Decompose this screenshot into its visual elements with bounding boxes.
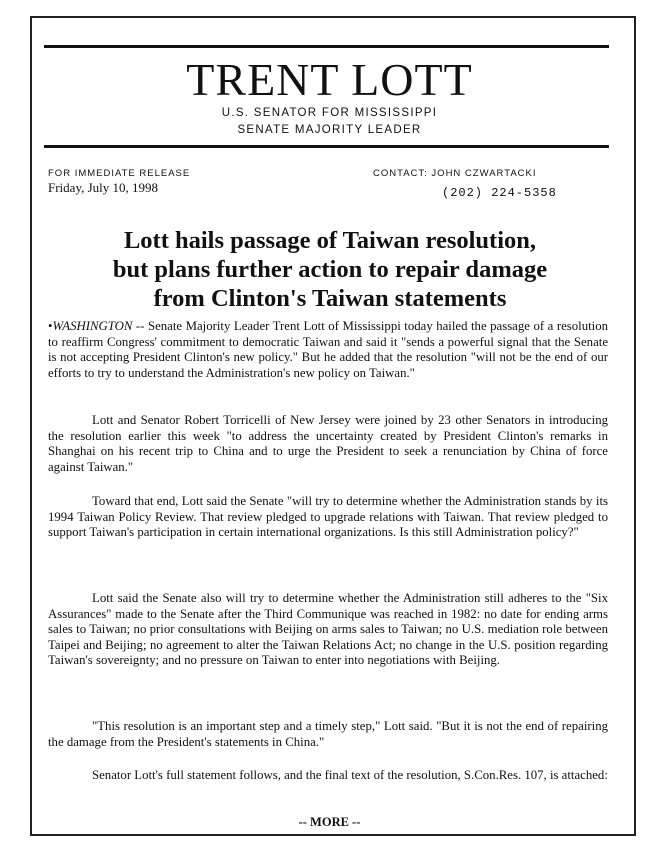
- bullet-icon: •: [48, 319, 53, 333]
- headline-line-2: but plans further action to repair damage: [112, 256, 548, 283]
- release-label: FOR IMMEDIATE RELEASE: [48, 168, 191, 179]
- paragraph-3: Toward that end, Lott said the Senate "will try to determine whether the Administration stands by its 1994 Taiwan Policy Review. That review pledged to upgrade relations with Taiwan. That review pledged to support Taiwan's participation in certain international organizations. Is this still Administration policy?": [48, 494, 608, 539]
- lead-paragraph: [48, 319, 608, 381]
- headline: [40, 226, 620, 313]
- bottom-rule: [44, 145, 609, 148]
- contact-phone: (202) 224-5358: [442, 186, 557, 200]
- senator-name: TRENT LOTT: [186, 54, 473, 105]
- top-rule: [44, 45, 609, 48]
- more-indicator: -- MORE --: [298, 815, 361, 829]
- headline-line-3: from Clinton's Taiwan statements: [153, 285, 507, 312]
- lead-text: -- Senate Majority Leader Trent Lott of Mississippi today hailed the passage of a resolution to reaffirm Congress' commitment to democratic Taiwan and said it "sends a powerful signal that the Senate is not accepting President Clinton's new policy." But he added that the resolution "will not be the end of our efforts to try to understand the Administration's new policy on Taiwan.": [48, 319, 608, 380]
- contact-name: CONTACT: JOHN CZWARTACKI: [373, 168, 537, 179]
- majority-leader-title: SENATE MAJORITY LEADER: [237, 124, 422, 136]
- paragraph-5: "This resolution is an important step and a timely step," Lott said. "But it is not the end of repairing the damage from the President's statements in China.": [48, 719, 608, 749]
- paragraph-2: Lott and Senator Robert Torricelli of New Jersey were joined by 23 other Senators in introducing the resolution earlier this week "to address the uncertainty created by President Clinton's remarks in Shanghai on his recent trip to China and to urge the President to seek a renunciation by China of force against Taiwan.": [48, 413, 608, 474]
- senator-title: U.S. SENATOR FOR MISSISSIPPI: [221, 107, 438, 119]
- headline-line-1: Lott hails passage of Taiwan resolution,: [123, 227, 537, 254]
- paragraph-4: Lott said the Senate also will try to determine whether the Administration still adheres to the "Six Assurances" made to the Senate after the Third Communique was reached in 1982: no date for ending arms sales to Taiwan; no prior consultations with Beijing on arms sales to Taiwan; no U.S. mediation role between Taipei and Beijing; no agreement to alter the Taiwan Relations Act; no change in the U.S. position regarding Taiwan's sovereignty; and no pressure on Taiwan to enter into negotiations with Beijing.: [48, 591, 608, 667]
- paragraph-6: Senator Lott's full statement follows, and the final text of the resolution, S.Con.Res. 107, is attached:: [92, 768, 608, 782]
- dateline: WASHINGTON: [52, 319, 133, 333]
- release-date: Friday, July 10, 1998: [48, 180, 159, 195]
